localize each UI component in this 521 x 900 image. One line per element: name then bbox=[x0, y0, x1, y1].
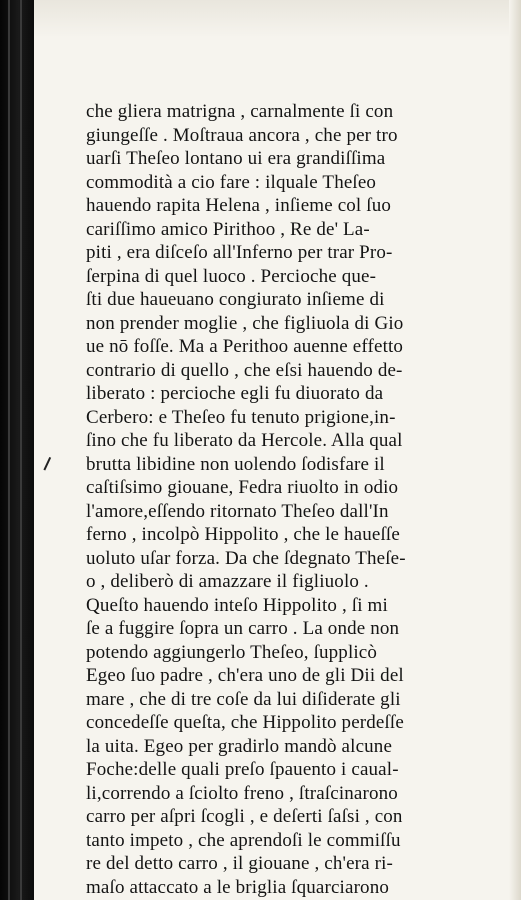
text-line: l'amore,eſſendo ritornato Theſeo dall'In bbox=[86, 500, 389, 522]
text-line: ferno , incolpò Hippolito , che le haueſſe bbox=[86, 524, 400, 545]
text-line: tanto impeto , che aprendoſi le commiſſu bbox=[86, 829, 401, 851]
text-line: che gliera matrigna , carnalmente ſi con bbox=[86, 101, 394, 122]
text-line: Queſto hauendo inteſo Hippolito , ſi mi bbox=[86, 594, 388, 616]
text-line: piti , era diſceſo all'Inferno per trar Pro- bbox=[86, 242, 393, 263]
text-line: commodità a cio fare : ilquale Theſeo bbox=[86, 171, 377, 193]
text-line: cariſſimo amico Pirithoo , Re de' La- bbox=[86, 218, 370, 240]
text-line: concedeſſe queſta, che Hippolito perdeſſe bbox=[86, 712, 404, 733]
text-line: ſerpina di quel luoco . Percioche que- bbox=[86, 265, 377, 287]
text-line: li,correndo a ſciolto freno , ſtraſcinarono bbox=[86, 782, 398, 804]
text-line: Cerbero: e Theſeo fu tenuto prigione,in- bbox=[86, 406, 396, 428]
body-text bbox=[86, 100, 486, 899]
text-line: ue nō foſſe. Ma a Perithoo auenne effetto bbox=[86, 336, 404, 357]
text-line: carro per aſpri ſcogli , e deſerti ſaſsi , con bbox=[86, 806, 403, 827]
text-line: liberato : percioche egli fu diuorato da bbox=[86, 383, 384, 404]
text-line: ſe a fuggire ſopra un carro . La onde non bbox=[86, 618, 400, 639]
book-binding bbox=[0, 0, 34, 900]
text-line: ſti due haueuano congiurato inſieme di bbox=[86, 289, 385, 310]
binding-edge-line bbox=[20, 0, 22, 900]
text-line: Egeo ſuo padre , ch'era uno de gli Dii del bbox=[86, 665, 404, 686]
text-line: la uita. Egeo per gradirlo mandò alcune bbox=[86, 735, 393, 757]
text-line: re del detto carro , il giouane , ch'era ri- bbox=[86, 853, 394, 874]
text-line: mare , che di tre coſe da lui diſiderate gli bbox=[86, 688, 401, 710]
text-line: Foche:delle quali preſo ſpauento i caual- bbox=[86, 759, 399, 780]
text-line: caſtiſsimo giouane, Fedra riuolto in odio bbox=[86, 477, 399, 498]
text-line: hauendo rapita Helena , inſieme col ſuo bbox=[86, 195, 391, 216]
book-page bbox=[34, 0, 521, 900]
text-line: ſino che fu liberato da Hercole. Alla qual bbox=[86, 430, 403, 451]
text-line: giungeſſe . Moſtraua ancora , che per tro bbox=[86, 124, 398, 146]
binding-edge-line bbox=[8, 0, 10, 900]
text-line: uoluto uſar forza. Da che ſdegnato Theſe- bbox=[86, 547, 406, 569]
text-line: contrario di quello , che eſsi hauendo de- bbox=[86, 359, 403, 381]
page-top-shadow bbox=[34, 0, 521, 38]
text-line: brutta libidine non uolendo ſodisfare il bbox=[86, 453, 385, 475]
text-line: non prender moglie , che figliuola di Gio bbox=[86, 312, 404, 334]
margin-mark bbox=[43, 457, 56, 473]
text-line: potendo aggiungerlo Theſeo, ſupplicò bbox=[86, 641, 378, 663]
text-line: o , deliberò di amazzare il figliuolo . bbox=[86, 571, 369, 592]
page-right-edge bbox=[509, 0, 521, 900]
text-line: uarſi Theſeo lontano ui era grandiſſima bbox=[86, 148, 386, 169]
text-line: maſo attaccato a le briglia ſquarciarono bbox=[86, 876, 389, 898]
